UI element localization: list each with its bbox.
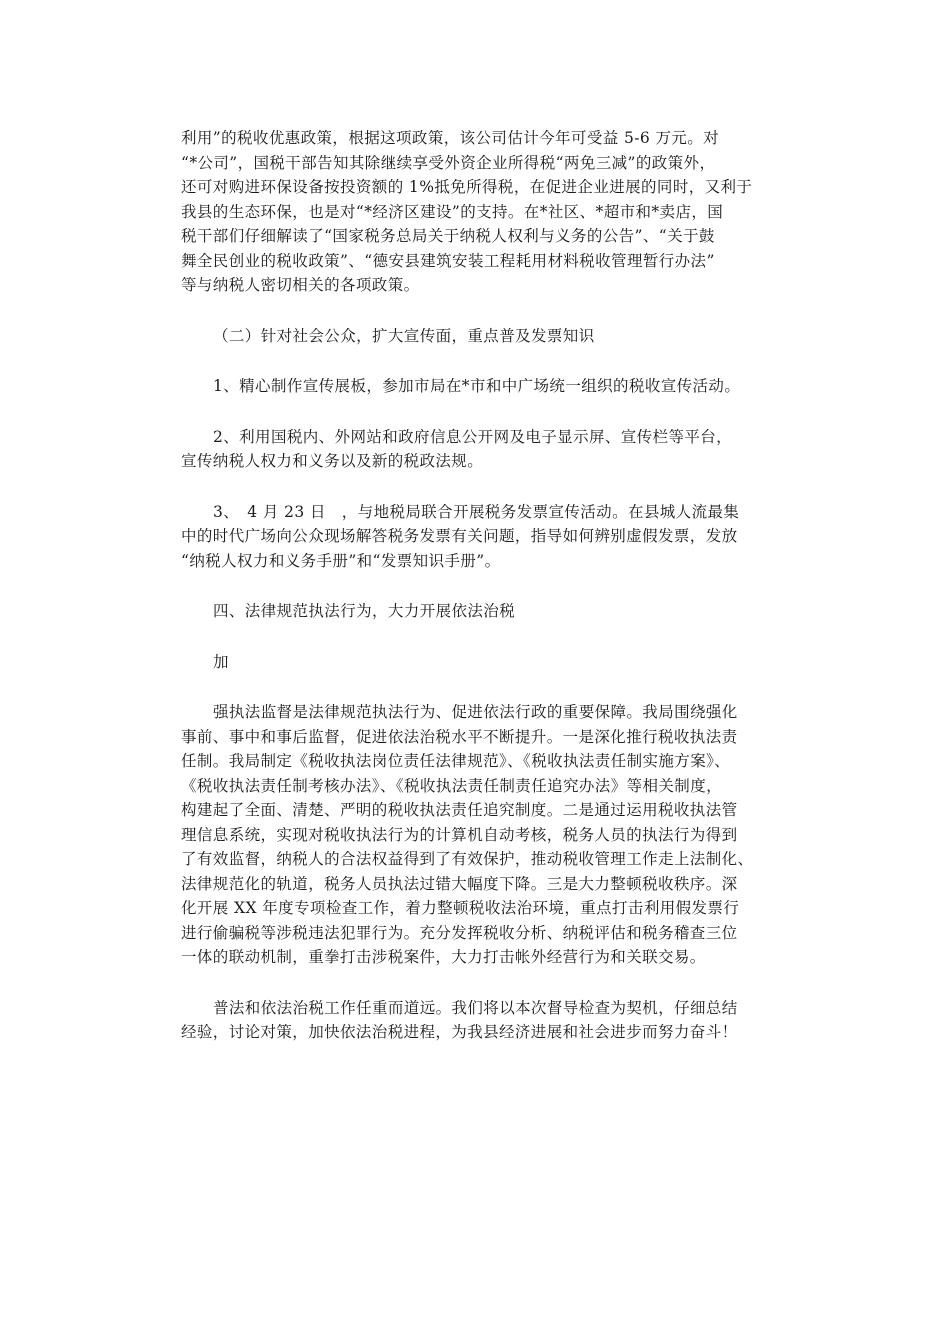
text-line: （二）针对社会公众，扩大宣传面，重点普及发票知识 <box>213 326 595 345</box>
paragraph-fragment <box>181 650 781 675</box>
text-line: 事前、事中和事后监督，促进依法治税水平不断提升。一是深化推行税收执法责 <box>181 727 738 746</box>
text-line: 3、 4 月 23 日 ，与地税局联合开展税务发票宣传活动。在县城人流最集 <box>213 502 740 521</box>
text-line: 1、精心制作宣传展板，参加市局在*市和中广场统一组织的税收宣传活动。 <box>213 377 741 395</box>
list-item-3 <box>181 500 781 574</box>
text-line: 任制。我局制定《税收执法岗位责任法律规范》、《税收执法责任制实施方案》、 <box>181 752 731 770</box>
text-line: 理信息系统，实现对税收执法行为的计算机自动考核，税务人员的执法行为得到 <box>181 825 738 844</box>
text-line: 还可对购进环保设备按投资额的 1%抵免所得税，在促进企业进展的同时，又利于 <box>181 178 753 196</box>
text-line: 《税收执法责任制考核办法》、《税收执法责任制责任追究办法》等相关制度， <box>181 776 723 795</box>
text-line: 普法和依法治税工作任重而道远。我们将以本次督导检查为契机，仔细总结 <box>213 998 738 1017</box>
text-line: 法律规范化的轨道，税务人员执法过错大幅度下降。三是大力整顿税收秩序。深 <box>181 874 738 893</box>
text-line: 舞全民创业的税收政策”、“德安县建筑安装工程耗用材料税收管理暂行办法” <box>181 251 715 270</box>
text-line: 利用”的税收优惠政策，根据这项政策，该公司估计今年可受益 5-6 万元。对 <box>181 129 720 147</box>
document-page <box>181 126 781 1045</box>
section-heading-law-enforcement <box>181 599 781 624</box>
text-line: “纳税人权力和义务手册”和“发票知识手册”。 <box>181 551 501 570</box>
text-line: 了有效监督，纳税人的合法权益得到了有效保护，推动税收管理工作走上法制化、 <box>181 850 754 868</box>
text-line: 一体的联动机制，重拳打击涉税案件，大力打击帐外经营行为和关联交易。 <box>181 948 706 966</box>
text-line: “*公司”，国税干部告知其除继续享受外资企业所得税“两免三减”的政策外， <box>181 153 716 172</box>
section-heading-public-outreach <box>181 324 781 349</box>
text-line: 中的时代广场向公众现场解答税务发票有关问题，指导如何辨别虚假发票，发放 <box>181 527 738 545</box>
paragraph-tax-policy-continuation <box>181 126 781 298</box>
text-line: 宣传纳税人权力和义务以及新的税政法规。 <box>181 452 484 470</box>
text-line: 税干部们仔细解读了“国家税务总局关于纳税人权利与义务的公告”、“关于鼓 <box>181 227 715 245</box>
list-item-2 <box>181 425 781 474</box>
list-item-1 <box>181 374 781 399</box>
text-line: 化开展 XX 年度专项检查工作，着力整顿税收法治环境，重点打击利用假发票行 <box>181 899 740 917</box>
text-line: 2、利用国税内、外网站和政府信息公开网及电子显示屏、宣传栏等平台， <box>213 427 733 446</box>
text-line: 经验，讨论对策，加快依法治税进程，为我县经济进展和社会进步而努力奋斗！ <box>181 1023 738 1041</box>
paragraph-enforcement-supervision <box>181 700 781 970</box>
text-line: 构建起了全面、清楚、严明的税收执法责任追究制度。二是通过运用税收执法管 <box>181 801 738 819</box>
text-line: 四、法律规范执法行为，大力开展依法治税 <box>213 602 516 620</box>
text-line: 进行偷骗税等涉税违法犯罪行为。充分发挥税收分析、纳税评估和税务稽查三位 <box>181 923 738 942</box>
paragraph-conclusion <box>181 996 781 1045</box>
text-line: 强执法监督是法律规范执法行为、促进依法行政的重要保障。我局围绕强化 <box>213 703 738 721</box>
text-line: 等与纳税人密切相关的各项政策。 <box>181 276 420 294</box>
text-line: 加 <box>213 652 229 671</box>
text-line: 我县的生态环保，也是对“*经济区建设”的支持。在*社区、*超市和*卖店，国 <box>181 202 724 221</box>
